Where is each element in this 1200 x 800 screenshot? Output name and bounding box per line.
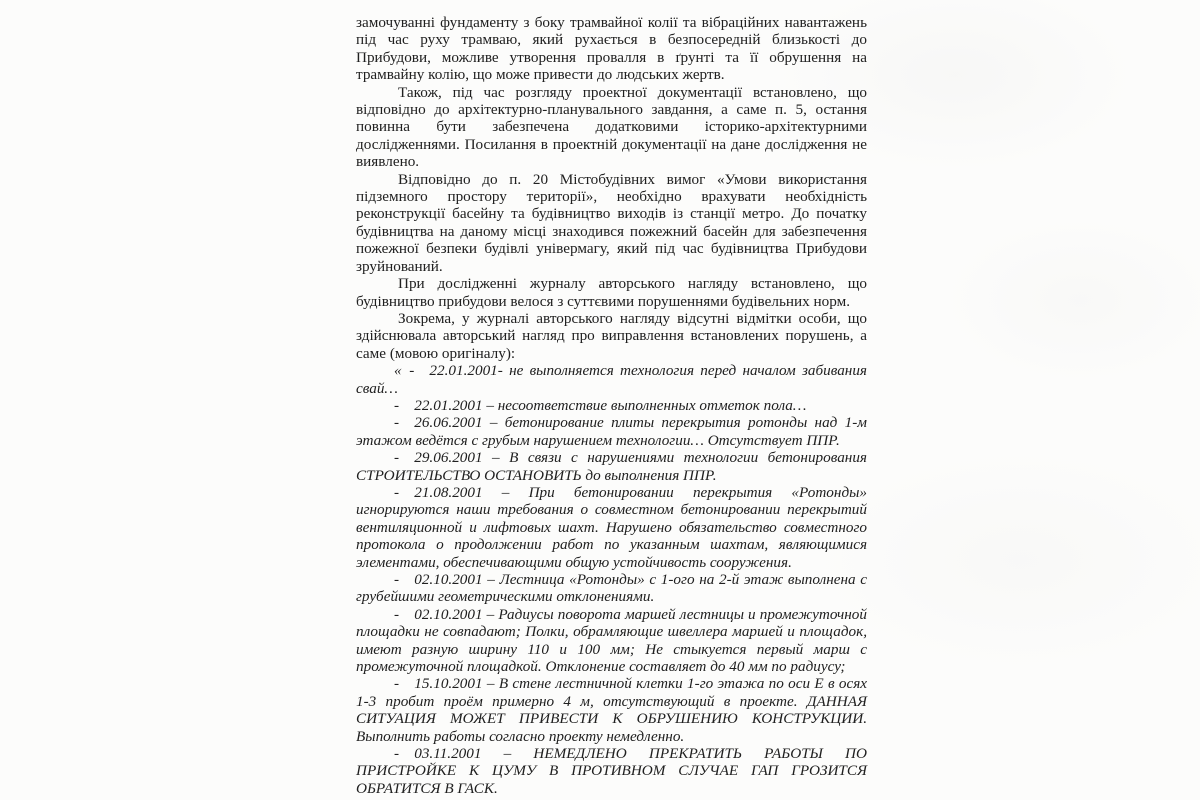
journal-entry-quote: - 26.06.2001 – бетонирование плиты перекрытия ротонды над 1-м этажом ведётся с грубым нарушением технологии… Отсутствует ППР. [356, 414, 867, 449]
journal-entry-quote: - 15.10.2001 – В стене лестничной клетки 1-го этажа по оси Е в осях 1-3 пробит проём примерно 4 м, отсутствующий в проекте. ДАННАЯ СИТУАЦИЯ МОЖЕТ ПРИВЕСТИ К ОБРУШЕНИЮ КОНСТРУКЦИИ. Выполнить работы согласно проекту немедленно. [356, 675, 867, 745]
text-column [356, 14, 867, 797]
paragraph: При дослідженні журналу авторського нагляду встановлено, що будівництво прибудови велося з суттєвими порушеннями будівельних норм. [356, 275, 867, 310]
paragraph: Також, під час розгляду проектної документації встановлено, що відповідно до архітектурно-планувального завдання, а саме п. 5, остання повинна бути забезпечена додатковими історико-архітектурними дослідженнями. Посилання в проектній документації на дане дослідження не виявлено. [356, 83, 867, 171]
journal-entry-quote: « - 22.01.2001- не выполняется технология перед началом забивания свай… [356, 362, 867, 397]
journal-entry-quote: - 21.08.2001 – При бетонировании перекрытия «Ротонды» игнорируются наши требования о совместном бетонировании перекрытий вентиляционной и лифтовых шахт. Нарушено обязательство совместного протокола о продолжении работ по указанным шахтам, являющимися элементами, обеспечивающими общую устойчивость сооружения. [356, 483, 867, 571]
journal-entry-quote: - 03.11.2001 – НЕМЕДЛЕНО ПРЕКРАТИТЬ РАБОТЫ ПО ПРИСТРОЙКЕ К ЦУМУ В ПРОТИВНОМ СЛУЧАЕ ГАП ГРОЗИТСЯ ОБРАТИТСЯ В ГАСК. [356, 745, 867, 797]
paragraph: Зокрема, у журналі авторського нагляду відсутні відмітки особи, що здійснювала авторський нагляд про виправлення встановлених порушень, а саме (мовою оригіналу): [356, 309, 867, 362]
journal-entry-quote: - 02.10.2001 – Радиусы поворота маршей лестницы и промежуточной площадки не совпадают; Полки, обрамляющие швеллера маршей и площадок, имеют разную ширину 110 и 100 мм; Не стыкуется первый марш с промежуточной площадкой. Отклонение составляет до 40 мм по радиусу; [356, 605, 867, 676]
paragraph: Відповідно до п. 20 Містобудівних вимог «Умови використання підземного простору території», необхідно врахувати необхідність реконструкції басейну та будівництво виходів із станції метро. До початку будівництва на даному місці знаходився пожежний басейн для забезпечення пожежної безпеки будівлі універмагу, який під час будівництва Прибудови зруйнований. [356, 170, 867, 275]
journal-entry-quote: - 02.10.2001 – Лестница «Ротонды» с 1-ого на 2-й этаж выполнена с грубейшими геометрическими отклонениями. [356, 571, 867, 606]
journal-entry-quote: - 29.06.2001 – В связи с нарушениями технологии бетонирования СТРОИТЕЛЬСТВО ОСТАНОВИТЬ до выполнения ППР. [356, 449, 867, 484]
journal-entry-quote: - 22.01.2001 – несоответствие выполненных отметок пола… [394, 396, 807, 414]
paragraph-continuation: замочуванні фундаменту з боку трамвайної колії та вібраційних навантажень під час руху трамваю, який рухається в безпосередній близькості до Прибудови, можливе утворення провалля в ґрунті та її обрушення на трамвайну колію, що може привести до людських жертв. [356, 14, 867, 84]
